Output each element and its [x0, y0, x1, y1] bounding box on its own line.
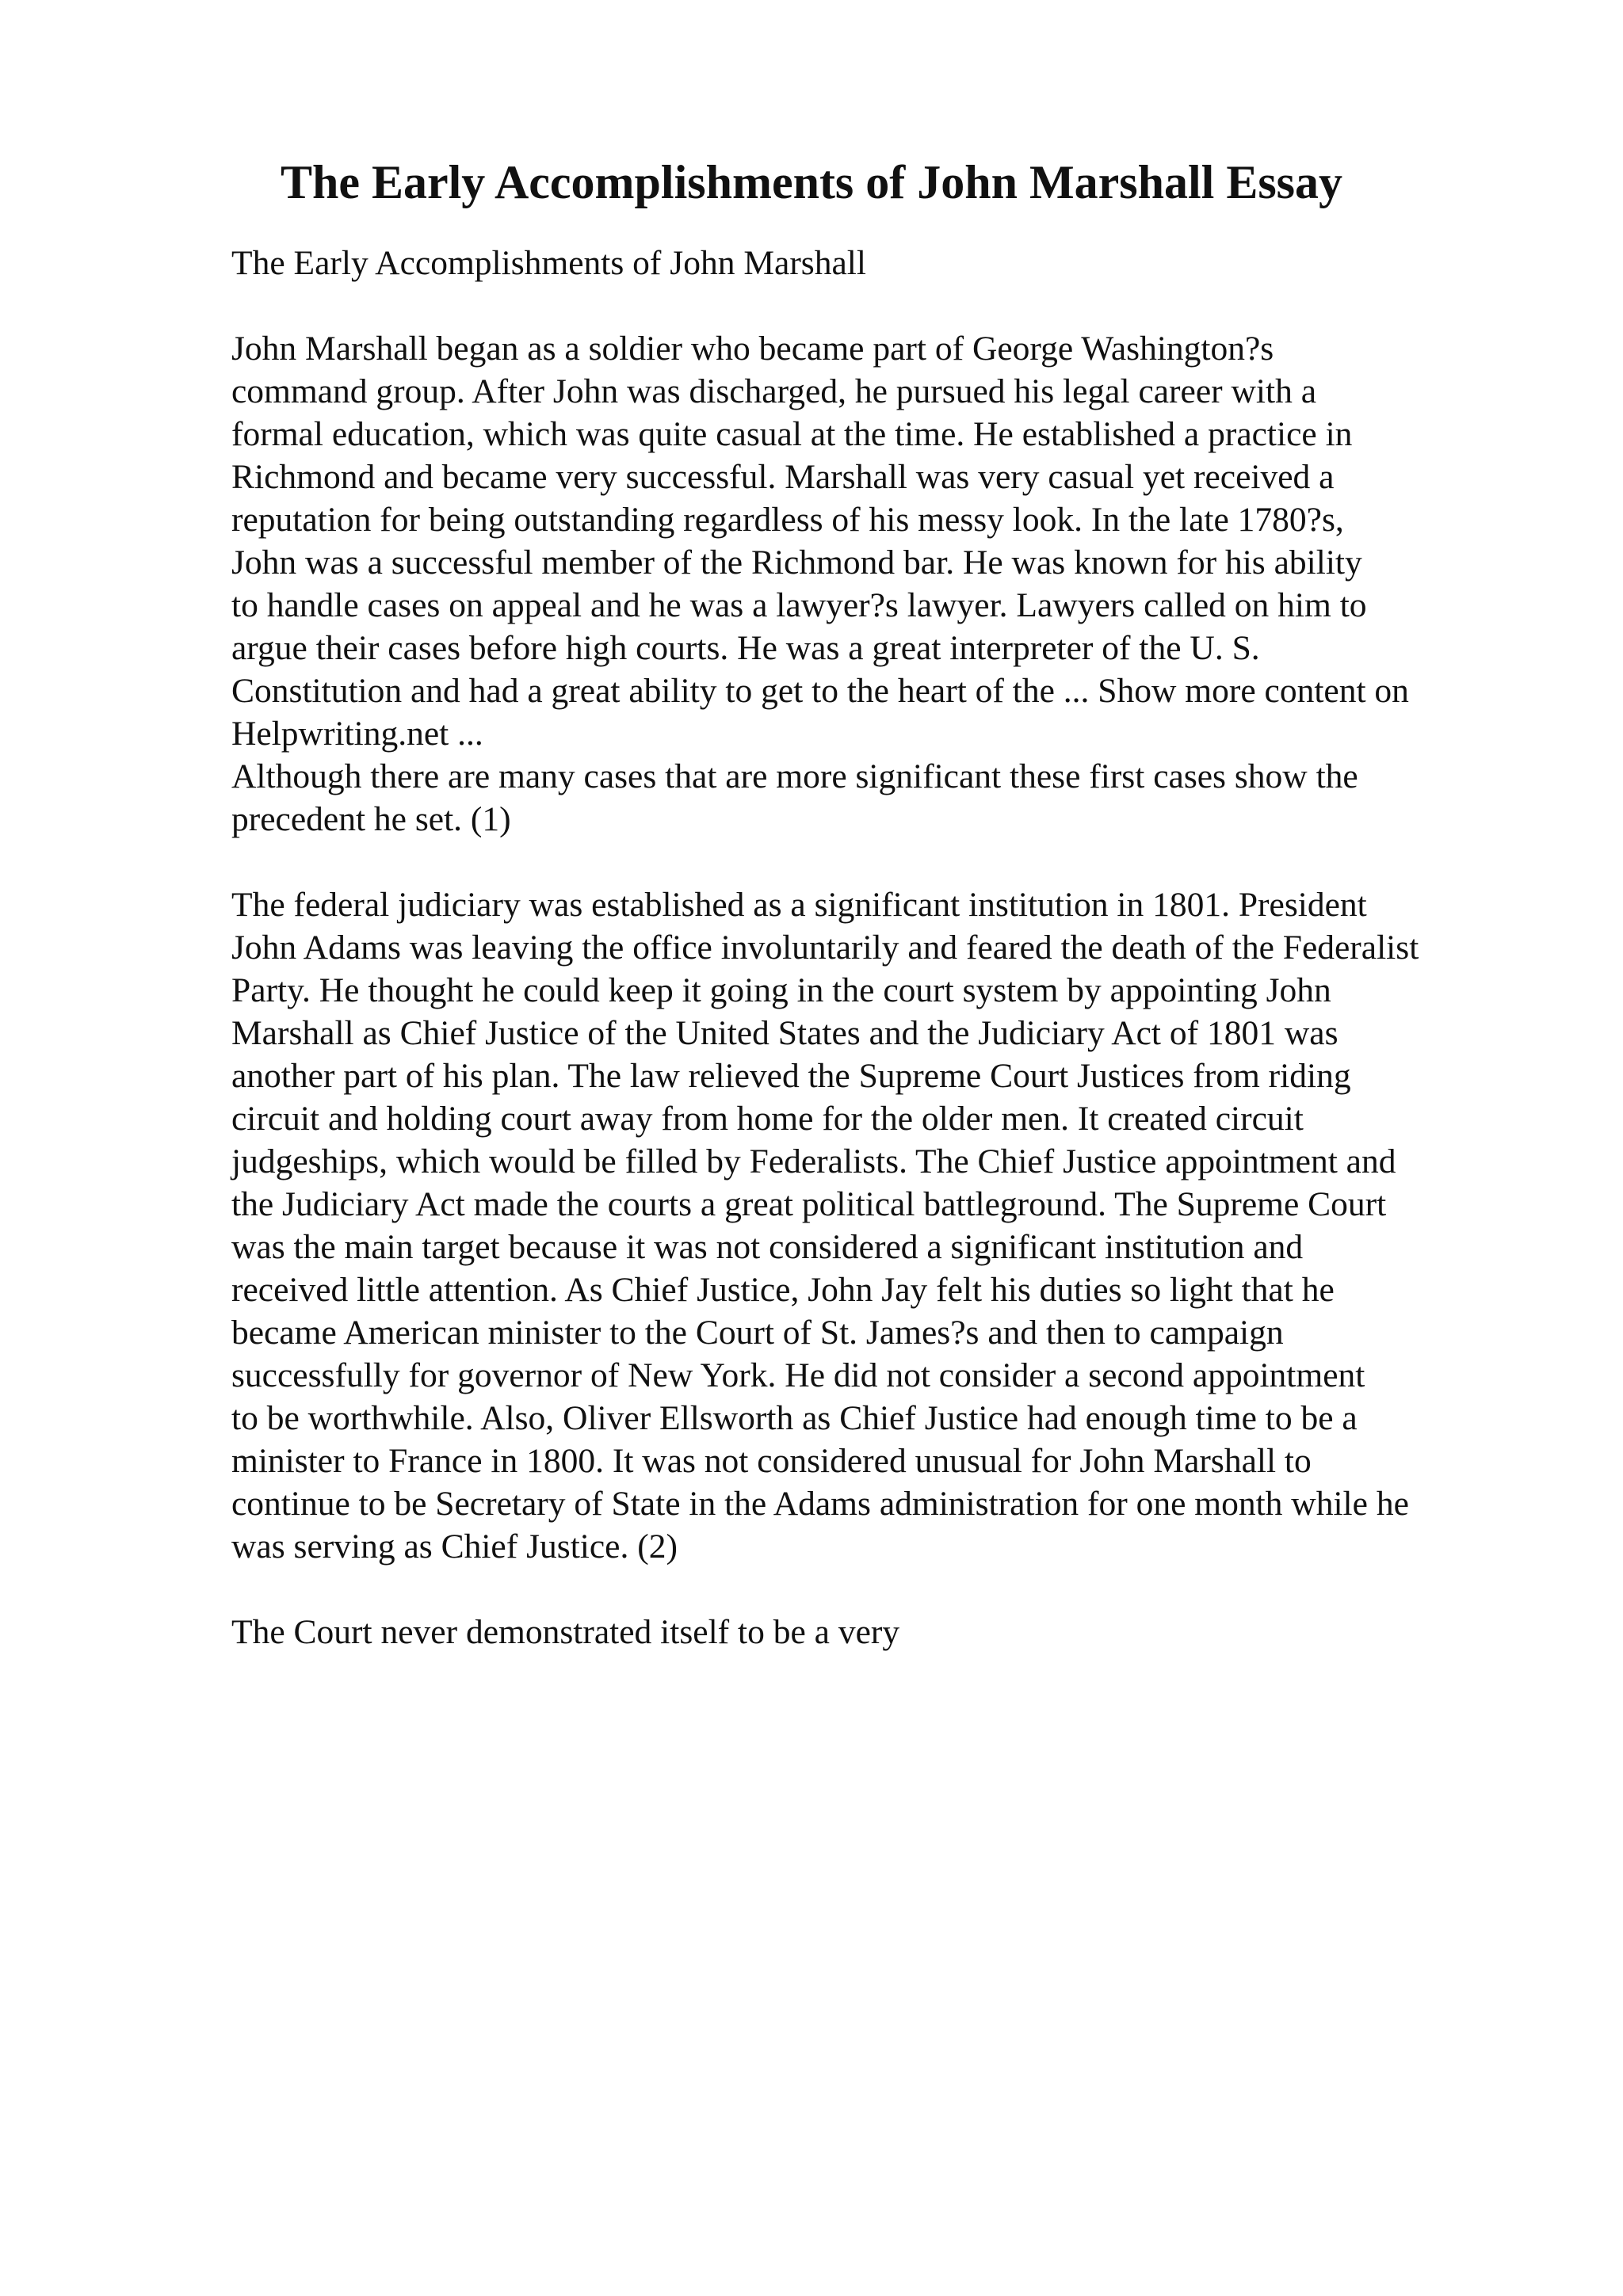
text-line: Although there are many cases that are more significant these first cases show the [231, 757, 1358, 795]
paragraph-gap [231, 841, 1531, 883]
text-line: to handle cases on appeal and he was a lawyer?s lawyer. Lawyers called on him to [231, 586, 1367, 624]
text-line: John was a successful member of the Richmond bar. He was known for his ability [231, 543, 1362, 582]
text-line: continue to be Secretary of State in the Adams administration for one month while he [231, 1485, 1409, 1523]
text-line: to be worthwhile. Also, Oliver Ellsworth as Chief Justice had enough time to be a [231, 1399, 1358, 1437]
text-line: another part of his plan. The law relieved the Supreme Court Justices from riding [231, 1057, 1351, 1095]
text-line: precedent he set. (1) [231, 800, 511, 838]
text-line: John Adams was leaving the office involuntarily and feared the death of the Federalist [231, 929, 1419, 967]
text-line: formal education, which was quite casual at the time. He established a practice in [231, 415, 1353, 453]
text-line: Constitution and had a great ability to get to the heart of the ... Show more content on [231, 672, 1409, 710]
text-line: reputation for being outstanding regardless of his messy look. In the late 1780?s, [231, 501, 1344, 539]
text-line: command group. After John was discharged, he pursued his legal career with a [231, 372, 1317, 410]
text-line: minister to France in 1800. It was not considered unusual for John Marshall to [231, 1442, 1312, 1480]
text-line: Party. He thought he could keep it going in the court system by appointing John [231, 971, 1331, 1009]
document-body [231, 242, 1531, 1653]
document-title: The Early Accomplishments of John Marshall Essay [280, 156, 1343, 208]
text-line: Richmond and became very successful. Marshall was very casual yet received a [231, 458, 1335, 496]
text-line: became American minister to the Court of St. James?s and then to campaign [231, 1314, 1284, 1352]
paragraph-3 [231, 1611, 1531, 1653]
text-line: received little attention. As Chief Justice, John Jay felt his duties so light that he [231, 1271, 1335, 1309]
text-line: was serving as Chief Justice. (2) [231, 1527, 678, 1566]
text-line: successfully for governor of New York. He did not consider a second appointment [231, 1356, 1365, 1394]
document-subtitle: The Early Accomplishments of John Marshall [231, 244, 866, 282]
text-line: was the main target because it was not considered a significant institution and [231, 1228, 1304, 1266]
text-line: The Court never demonstrated itself to be a very [231, 1613, 900, 1651]
paragraph-gap [231, 284, 1531, 327]
text-line: circuit and holding court away from home for the older men. It created circuit [231, 1100, 1304, 1138]
text-line: the Judiciary Act made the courts a great political battleground. The Supreme Court [231, 1185, 1387, 1223]
paragraph-2 [231, 883, 1531, 1568]
text-line: argue their cases before high courts. He was a great interpreter of the U. S. [231, 629, 1260, 667]
text-line: Helpwriting.net ... [231, 715, 483, 753]
text-line: Marshall as Chief Justice of the United States and the Judiciary Act of 1801 was [231, 1014, 1338, 1052]
paragraph-gap [231, 1568, 1531, 1611]
text-line: The federal judiciary was established as a significant institution in 1801. President [231, 886, 1367, 924]
text-line: John Marshall began as a soldier who became part of George Washington?s [231, 330, 1274, 368]
paragraph-1 [231, 327, 1531, 841]
text-line: judgeships, which would be filled by Federalists. The Chief Justice appointment and [231, 1142, 1396, 1180]
